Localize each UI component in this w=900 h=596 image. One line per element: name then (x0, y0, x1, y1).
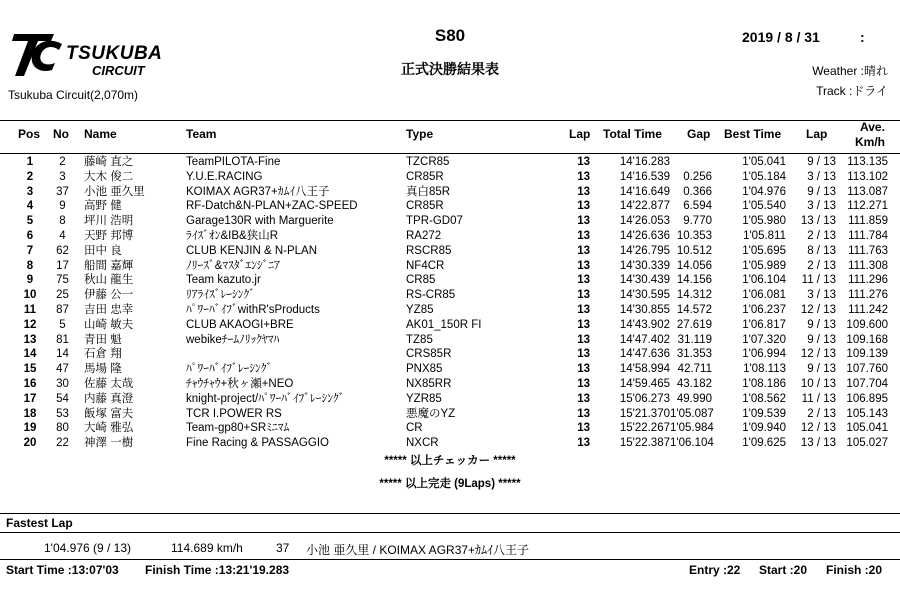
laps-cell: 13 (577, 348, 590, 361)
best-time-cell: 1'06.081 (742, 289, 786, 302)
type-cell: AK01_150R FI (406, 318, 482, 331)
ave-speed-cell: 113.102 (847, 170, 888, 183)
ave-speed-cell: 105.041 (846, 422, 888, 435)
type-cell: CRS85R (406, 348, 452, 361)
laps-cell: 13 (577, 289, 590, 302)
finish-count: Finish :20 (826, 563, 883, 577)
ave-speed-cell: 111.276 (848, 289, 888, 302)
col-total-time: Total Time (603, 127, 662, 141)
name-cell: 吉田 忠幸 (84, 303, 134, 316)
best-lap-cell: 9 / 13 (807, 318, 836, 331)
table-row (0, 392, 900, 407)
col-no: No (53, 127, 69, 141)
best-time-cell: 1'05.989 (742, 259, 786, 272)
type-cell: CR85R (406, 170, 444, 183)
table-row (0, 333, 900, 348)
table-row (0, 421, 900, 436)
checker-note: ***** 以上チェッカー ***** (384, 455, 516, 467)
best-time-cell: 1'05.041 (742, 156, 786, 168)
table-row (0, 407, 900, 422)
best-time-cell: 1'05.540 (742, 200, 786, 213)
laps-cell: 13 (577, 200, 590, 213)
gap-cell: 14.572 (676, 303, 712, 316)
fastest-lap-speed: 114.689 km/h (171, 541, 243, 555)
name-cell: 飯塚 富夫 (84, 407, 134, 420)
logo-subtitle: CIRCUIT (92, 63, 145, 78)
total-time-cell: 14'30.855 (619, 303, 670, 316)
pos-cell: 5 (26, 215, 34, 228)
team-cell: ﾘｱﾗｲｽﾞﾚｰｼﾝｸﾞ (186, 289, 255, 302)
number-cell: 17 (56, 259, 69, 272)
total-time-cell: 14'47.636 (619, 348, 670, 361)
start-count: Start :20 (759, 563, 808, 577)
name-cell: 青田 魁 (84, 333, 122, 346)
table-row (0, 347, 900, 362)
type-cell: YZ85 (406, 303, 434, 316)
total-time-cell: 14'26.636 (619, 229, 670, 242)
table-row (0, 229, 900, 244)
ave-speed-cell: 105.027 (846, 437, 888, 450)
best-lap-cell: 3 / 13 (807, 289, 836, 302)
ave-speed-cell: 111.784 (848, 229, 888, 242)
gap-cell: 10.512 (676, 244, 712, 257)
type-cell: NXCR (406, 437, 439, 450)
total-time-cell: 14'26.795 (619, 244, 670, 257)
ave-speed-cell: 106.895 (846, 392, 888, 405)
best-lap-cell: 10 / 13 (800, 377, 836, 390)
best-lap-cell: 2 / 13 (807, 229, 836, 242)
best-lap-cell: 3 / 13 (807, 200, 836, 213)
total-time-cell: 14'16.283 (619, 156, 670, 168)
name-cell: 秋山 龍生 (84, 274, 134, 287)
best-time-cell: 1'08.562 (742, 392, 786, 405)
total-time-cell: 15'06.273 (619, 392, 670, 405)
pos-cell: 15 (23, 363, 37, 376)
pos-cell: 17 (23, 392, 37, 405)
name-cell: 馬場 隆 (84, 363, 122, 376)
name-cell: 小池 亜久里 (84, 185, 145, 198)
ave-speed-cell: 111.308 (848, 259, 888, 272)
number-cell: 80 (56, 422, 69, 435)
finished-note: ***** 以上完走 (9Laps) ***** (379, 478, 521, 490)
ave-speed-cell: 113.135 (847, 156, 888, 168)
laps-cell: 13 (577, 422, 590, 435)
fastest-lap-number: 37 (276, 541, 290, 555)
best-time-cell: 1'06.104 (742, 274, 786, 287)
team-cell: RF-Datch&N-PLAN+ZAC-SPEED (186, 200, 358, 213)
team-cell: CLUB KENJIN & N-PLAN (186, 244, 318, 257)
name-cell: 伊藤 公一 (84, 289, 134, 302)
team-cell: Garage130R with Marguerite (186, 215, 334, 228)
class-title: S80 (434, 26, 466, 45)
fastest-lap-time: 1'04.976 (9 / 13) (44, 541, 132, 555)
col-ave-unit: Km/h (855, 135, 885, 149)
gap-cell: 0.256 (683, 170, 712, 183)
name-cell: 神澤 一樹 (84, 437, 134, 450)
best-time-cell: 1'05.695 (742, 244, 786, 257)
gap-cell: 27.619 (676, 318, 712, 331)
number-cell: 30 (56, 377, 69, 390)
total-time-cell: 14'30.339 (619, 259, 670, 272)
col-best-lap: Lap (806, 127, 828, 141)
race-date: 2019 / 8 / 31 (742, 29, 820, 45)
pos-cell: 12 (23, 318, 37, 331)
team-cell: TCR I.POWER RS (186, 407, 282, 420)
number-cell: 14 (56, 348, 69, 361)
team-cell: KOIMAX AGR37+ｶﾑｲ八王子 (186, 185, 330, 198)
type-cell: RS-CR85 (406, 289, 456, 302)
table-row (0, 377, 900, 392)
pos-cell: 3 (26, 185, 34, 198)
best-lap-cell: 11 / 13 (801, 274, 836, 287)
laps-cell: 13 (577, 274, 590, 287)
team-cell: webikeﾁｰﾑﾉﾘｯｸﾔﾏﾊ (186, 333, 280, 346)
circuit-name: Tsukuba Circuit(2,070m) (8, 88, 139, 102)
number-cell: 2 (59, 156, 66, 168)
table-row (0, 244, 900, 259)
ave-speed-cell: 111.242 (848, 303, 888, 316)
col-laps: Lap (569, 127, 591, 141)
name-cell: 大崎 雅弘 (84, 422, 134, 435)
ave-speed-cell: 107.704 (846, 377, 888, 390)
pos-cell: 16 (23, 377, 37, 390)
team-cell: Fine Racing & PASSAGGIO (186, 437, 329, 450)
laps-cell: 13 (577, 259, 590, 272)
type-cell: RA272 (406, 229, 442, 242)
laps-cell: 13 (577, 437, 590, 450)
finish-time: Finish Time :13:21'19.283 (145, 563, 290, 577)
table-row (0, 199, 900, 214)
pos-cell: 4 (26, 200, 34, 213)
type-cell: NX85RR (406, 377, 452, 390)
ave-speed-cell: 112.271 (847, 200, 888, 213)
gap-cell: 31.119 (677, 333, 712, 346)
team-cell: ﾊﾟﾜｰﾊﾞｲﾌﾞwithR'sProducts (186, 303, 320, 316)
total-time-cell: 15'22.387 (619, 437, 670, 450)
fastest-lap-rider: 小池 亜久里 / KOIMAX AGR37+ｶﾑｲ八王子 (306, 543, 530, 557)
total-time-cell: 14'30.439 (619, 274, 670, 287)
footer-rule (0, 559, 900, 560)
name-cell: 山崎 敏夫 (84, 318, 134, 331)
weather-label: Weather :晴れ (812, 64, 888, 78)
number-cell: 22 (56, 437, 69, 450)
gap-cell: 9.770 (683, 215, 712, 228)
best-time-cell: 1'05.980 (742, 215, 786, 228)
name-cell: 坪川 浩明 (84, 215, 134, 228)
table-row (0, 259, 900, 274)
col-ave: Ave. (860, 120, 885, 134)
best-time-cell: 1'06.237 (742, 303, 786, 316)
col-best-time: Best Time (724, 127, 782, 141)
team-cell: ﾗｲｽﾞｵﾝ&IB&狭山R (186, 229, 279, 242)
ave-speed-cell: 109.168 (846, 333, 888, 346)
table-row (0, 288, 900, 303)
ave-speed-cell: 111.296 (848, 274, 888, 287)
pos-cell: 10 (23, 289, 37, 302)
pos-cell: 11 (23, 303, 37, 316)
type-cell: PNX85 (406, 363, 443, 376)
laps-cell: 13 (577, 156, 590, 168)
number-cell: 4 (59, 229, 66, 242)
name-cell: 内藤 真澄 (84, 392, 134, 405)
laps-cell: 13 (577, 392, 590, 405)
total-time-cell: 14'43.902 (619, 318, 670, 331)
best-time-cell: 1'08.186 (742, 377, 786, 390)
table-row (0, 214, 900, 229)
team-cell: TeamPILOTA-Fine (186, 156, 281, 168)
type-cell: YZR85 (406, 392, 442, 405)
table-row (0, 273, 900, 288)
gap-cell: 6.594 (683, 200, 712, 213)
team-cell: ﾊﾟﾜｰﾊﾞｲﾌﾞﾚｰｼﾝｸﾞ (186, 363, 273, 376)
type-cell: TZCR85 (406, 156, 450, 168)
pos-cell: 18 (23, 407, 37, 420)
best-time-cell: 1'05.811 (743, 229, 786, 242)
type-cell: CR (406, 422, 423, 435)
team-cell: ﾉﾘｰｽﾞ&ﾏｽﾀﾞｴﾝｼﾞﾆｱ (186, 259, 280, 272)
track-condition: Track :ドライ (816, 84, 888, 98)
laps-cell: 13 (577, 363, 590, 376)
laps-cell: 13 (577, 244, 590, 257)
best-time-cell: 1'06.817 (742, 318, 786, 331)
total-time-cell: 14'16.649 (619, 185, 670, 198)
number-cell: 62 (56, 244, 69, 257)
total-time-cell: 14'47.402 (619, 333, 670, 346)
col-team: Team (186, 127, 217, 141)
pos-cell: 8 (26, 259, 34, 272)
table-row (0, 170, 900, 185)
pos-cell: 20 (23, 437, 37, 450)
table-row (0, 155, 900, 170)
col-type: Type (406, 127, 434, 141)
best-lap-cell: 8 / 13 (807, 244, 836, 257)
table-row (0, 318, 900, 333)
start-time: Start Time :13:07'03 (6, 563, 119, 577)
type-cell: 悪魔のYZ (406, 407, 456, 420)
gap-cell: 14.156 (676, 274, 712, 287)
pos-cell: 6 (26, 229, 34, 242)
ave-speed-cell: 105.143 (846, 407, 888, 420)
number-cell: 81 (56, 333, 69, 346)
pos-cell: 7 (26, 244, 34, 257)
gap-cell: 31.353 (676, 348, 712, 361)
pos-cell: 9 (26, 274, 34, 287)
table-header (0, 121, 900, 153)
best-lap-cell: 9 / 13 (807, 333, 836, 346)
best-time-cell: 1'06.994 (742, 348, 786, 361)
type-cell: CR85R (406, 200, 444, 213)
col-gap: Gap (687, 127, 711, 141)
gap-cell: 0.366 (683, 185, 712, 198)
best-lap-cell: 13 / 13 (800, 437, 836, 450)
ave-speed-cell: 109.600 (846, 318, 888, 331)
results-table (0, 155, 900, 451)
gap-cell: 1'05.984 (670, 422, 714, 435)
pos-cell: 1 (26, 156, 34, 168)
type-cell: CR85 (406, 274, 436, 287)
type-cell: NF4CR (406, 259, 445, 272)
team-cell: Team kazuto.jr (186, 274, 261, 287)
best-lap-cell: 2 / 13 (807, 407, 836, 420)
type-cell: TPR-GD07 (406, 215, 463, 228)
table-row (0, 362, 900, 377)
best-lap-cell: 11 / 13 (801, 392, 836, 405)
ave-speed-cell: 113.087 (847, 185, 888, 198)
type-cell: TZ85 (406, 333, 433, 346)
gap-cell: 1'06.104 (670, 437, 714, 450)
laps-cell: 13 (577, 170, 590, 183)
pos-cell: 13 (23, 333, 37, 346)
number-cell: 75 (56, 274, 69, 287)
name-cell: 田中 良 (84, 244, 122, 257)
laps-cell: 13 (577, 333, 590, 346)
ave-speed-cell: 109.139 (846, 348, 888, 361)
team-cell: ﾁｬｳﾁｬｳ+秋ヶ瀬+NEO (186, 377, 294, 390)
total-time-cell: 14'26.053 (619, 215, 670, 228)
team-cell: CLUB AKAOGI+BRE (186, 318, 294, 331)
col-name: Name (84, 127, 117, 141)
number-cell: 9 (59, 200, 66, 213)
best-time-cell: 1'07.320 (742, 333, 786, 346)
team-cell: Y.U.E.RACING (186, 170, 263, 183)
table-row (0, 436, 900, 451)
total-time-cell: 14'58.994 (619, 363, 670, 376)
col-pos: Pos (18, 127, 41, 141)
pos-cell: 19 (23, 422, 37, 435)
best-time-cell: 1'05.184 (742, 170, 786, 183)
best-lap-cell: 12 / 13 (800, 348, 836, 361)
best-lap-cell: 13 / 13 (800, 215, 836, 228)
gap-cell: 43.182 (676, 377, 712, 390)
laps-cell: 13 (577, 303, 590, 316)
entry-count: Entry :22 (689, 563, 741, 577)
gap-cell: 14.312 (676, 289, 712, 302)
laps-cell: 13 (577, 185, 590, 198)
best-time-cell: 1'09.625 (742, 437, 786, 450)
pos-cell: 14 (23, 348, 37, 361)
table-row (0, 303, 900, 318)
best-lap-cell: 9 / 13 (807, 156, 836, 168)
team-cell: Team-gp80+SRﾐﾆﾏﾑ (186, 422, 290, 435)
total-time-cell: 14'30.595 (619, 289, 670, 302)
number-cell: 87 (56, 303, 69, 316)
total-time-cell: 14'59.465 (619, 377, 670, 390)
total-time-cell: 14'16.539 (619, 170, 670, 183)
laps-cell: 13 (577, 215, 590, 228)
name-cell: 大木 俊二 (84, 170, 134, 183)
name-cell: 船間 嘉輝 (84, 259, 134, 272)
table-header-rule (0, 153, 900, 154)
name-cell: 天野 邦博 (84, 229, 134, 242)
laps-cell: 13 (577, 318, 590, 331)
ave-speed-cell: 111.763 (848, 244, 888, 257)
name-cell: 佐藤 太哉 (84, 377, 134, 390)
best-time-cell: 1'08.113 (743, 363, 786, 376)
gap-cell: 1'05.087 (670, 407, 714, 420)
best-lap-cell: 9 / 13 (807, 185, 836, 198)
type-cell: RSCR85 (406, 244, 452, 257)
total-time-cell: 15'21.370 (619, 407, 670, 420)
table-row (0, 185, 900, 200)
type-cell: 真白85R (406, 185, 451, 198)
number-cell: 3 (59, 170, 66, 183)
best-lap-cell: 12 / 13 (800, 303, 836, 316)
gap-cell: 42.711 (677, 363, 712, 376)
ave-speed-cell: 107.760 (846, 363, 888, 376)
best-time-cell: 1'09.940 (742, 422, 786, 435)
gap-cell: 49.990 (676, 392, 712, 405)
fastest-lap-rule (0, 532, 900, 533)
race-time: : (860, 29, 865, 45)
ave-speed-cell: 111.859 (848, 215, 888, 228)
result-title: 正式決勝結果表 (401, 61, 499, 77)
best-lap-cell: 9 / 13 (807, 363, 836, 376)
fastest-lap-title: Fastest Lap (6, 516, 73, 530)
gap-cell: 10.353 (676, 229, 712, 242)
laps-cell: 13 (577, 407, 590, 420)
best-lap-cell: 12 / 13 (800, 422, 836, 435)
number-cell: 8 (59, 215, 66, 228)
number-cell: 53 (56, 407, 69, 420)
pos-cell: 2 (26, 170, 34, 183)
name-cell: 石倉 翔 (84, 348, 122, 361)
number-cell: 47 (56, 363, 69, 376)
total-time-cell: 15'22.267 (619, 422, 670, 435)
number-cell: 54 (56, 392, 69, 405)
number-cell: 5 (59, 318, 66, 331)
total-time-cell: 14'22.877 (619, 200, 670, 213)
laps-cell: 13 (577, 377, 590, 390)
gap-cell: 14.056 (676, 259, 712, 272)
laps-cell: 13 (577, 229, 590, 242)
number-cell: 25 (56, 289, 69, 302)
logo-wordmark: TSUKUBA (66, 43, 163, 64)
best-lap-cell: 2 / 13 (807, 259, 836, 272)
best-time-cell: 1'04.976 (742, 185, 786, 198)
name-cell: 藤崎 直之 (84, 156, 134, 168)
team-cell: knight-project/ﾊﾟﾜｰﾊﾞｲﾌﾞﾚｰｼﾝｸﾞ (186, 392, 345, 405)
best-lap-cell: 3 / 13 (807, 170, 836, 183)
number-cell: 37 (56, 185, 69, 198)
name-cell: 高野 健 (84, 200, 122, 213)
best-time-cell: 1'09.539 (742, 407, 786, 420)
fastest-lap-top-rule (0, 513, 900, 514)
